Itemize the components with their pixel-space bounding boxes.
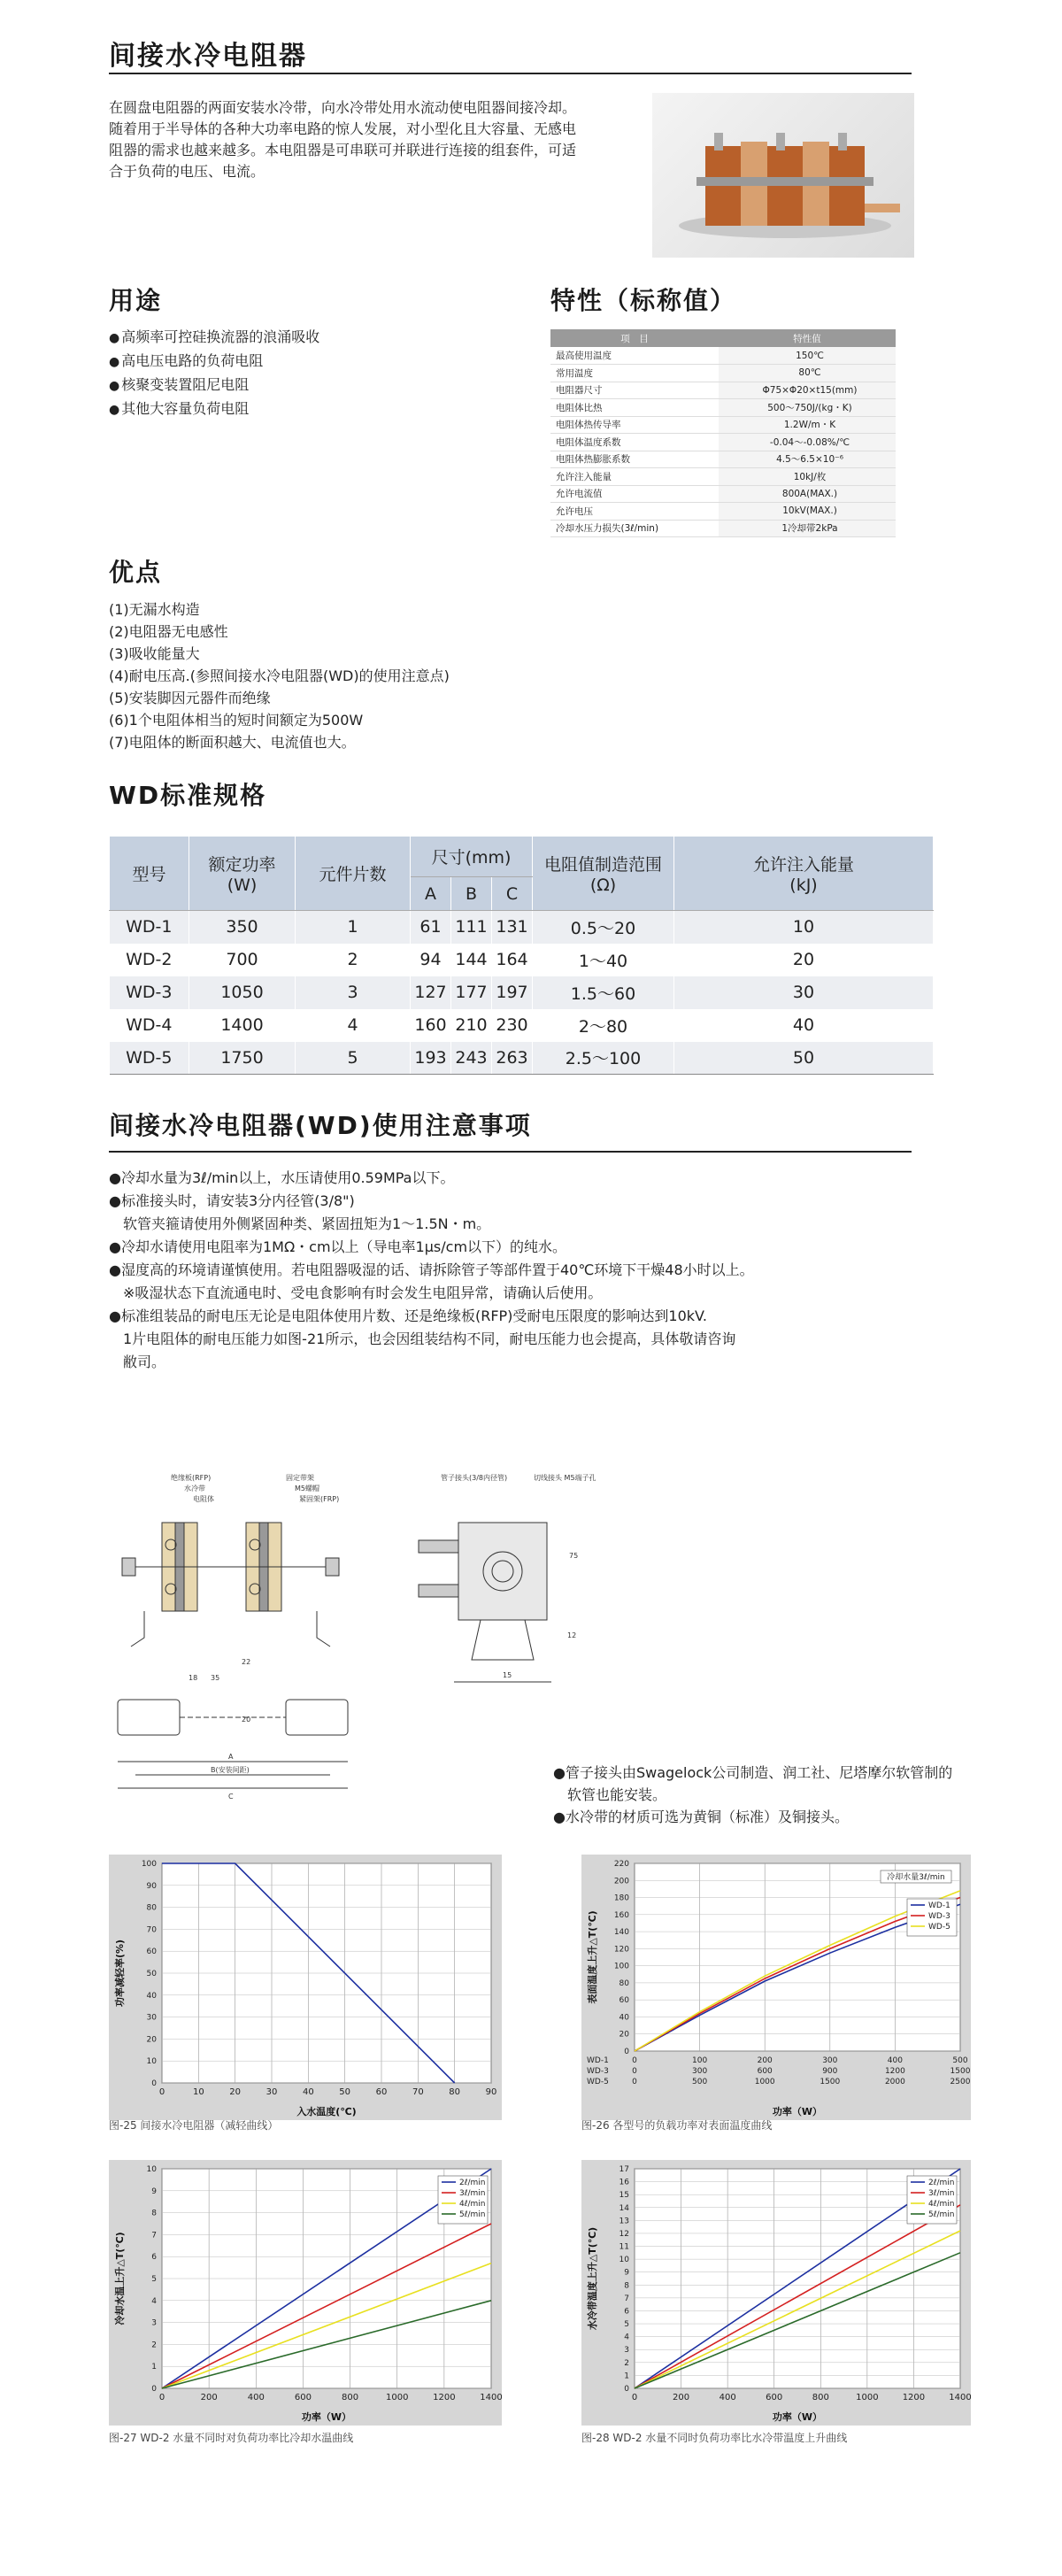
y-tick-label: 8 bbox=[624, 2281, 629, 2291]
intro-text bbox=[109, 97, 640, 182]
y-axis-label: 冷却水温上升△T(℃) bbox=[114, 2232, 126, 2325]
y-tick-label: 17 bbox=[619, 2165, 629, 2174]
intro-line: 随着用于半导体的各种大功率电路的惊人发展，对小型化且大容量、无感电 bbox=[109, 120, 577, 137]
y-tick-label: 70 bbox=[146, 1925, 157, 1935]
y-tick-label: 50 bbox=[146, 1970, 157, 1978]
x-axis-row-label: WD-1 bbox=[587, 2056, 609, 2065]
y-tick-label: 14 bbox=[619, 2203, 629, 2213]
advantages-heading: 优点 bbox=[109, 558, 163, 587]
y-tick-label: 2 bbox=[151, 2341, 157, 2350]
y-tick-label: 9 bbox=[624, 2268, 629, 2278]
x-tick-label: 200 bbox=[200, 2393, 218, 2402]
table-cell: 350 bbox=[189, 911, 296, 944]
table-cell: 10 bbox=[674, 911, 934, 944]
y-tick-label: 11 bbox=[619, 2242, 629, 2252]
drawing-notes bbox=[553, 1762, 952, 1828]
table-cell: WD-1 bbox=[110, 911, 189, 944]
note-line: 敝司。 bbox=[109, 1354, 166, 1370]
note-line: 1片电阻体的耐电压能力如图-21所示，也会因组装结构不同，耐电压能力也会提高，具体敬请咨询 bbox=[109, 1330, 736, 1347]
y-tick-label: 30 bbox=[146, 2013, 157, 2023]
svg-text:紧固架(FRP): 紧固架(FRP) bbox=[299, 1495, 340, 1503]
x-tick-label: 400 bbox=[247, 2393, 265, 2402]
table-cell: 131 bbox=[492, 911, 533, 944]
y-tick-label: 100 bbox=[613, 1962, 629, 1971]
y-tick-label: 40 bbox=[146, 1991, 157, 2001]
x-tick-label: 2500 bbox=[950, 2078, 971, 2086]
x-tick-label: 40 bbox=[302, 2087, 314, 2097]
legend-label: 2ℓ/min bbox=[928, 2179, 955, 2187]
x-tick-label: 300 bbox=[692, 2067, 708, 2076]
props-heading: 特性（标称值） bbox=[550, 286, 737, 315]
note-line: ●水冷带的材质可选为黄铜（标准）及铜接头。 bbox=[553, 1809, 849, 1825]
x-tick-label: 200 bbox=[673, 2393, 690, 2402]
table-row bbox=[550, 468, 896, 486]
table-cell: 1400 bbox=[189, 1009, 296, 1042]
props-item: 电阻体温度系数 bbox=[550, 434, 719, 451]
y-tick-label: 0 bbox=[624, 2048, 629, 2056]
notes-heading: 间接水冷电阻器(WD)使用注意事项 bbox=[109, 1111, 532, 1140]
props-item: 允许电压 bbox=[550, 503, 719, 521]
note-line: ●标准接头时，请安装3分内径管(3/8") bbox=[109, 1192, 355, 1209]
list-item: (4)耐电压高.(参照间接水冷电阻器(WD)的使用注意点) bbox=[109, 667, 450, 684]
intro-line: 在圆盘电阻器的两面安装水冷带，向水冷带处用水流动使电阻器间接冷却。 bbox=[109, 99, 577, 116]
y-tick-label: 1 bbox=[624, 2372, 629, 2381]
x-tick-label: 10 bbox=[192, 2087, 204, 2097]
product-photo bbox=[652, 93, 914, 258]
x-tick-label: 100 bbox=[692, 2056, 708, 2065]
table-cell: 0.5～20 bbox=[533, 911, 674, 944]
list-item: ● 高频率可控硅换流器的浪涌吸收 bbox=[109, 326, 319, 350]
y-tick-label: 9 bbox=[151, 2187, 157, 2196]
legend-label: 2ℓ/min bbox=[459, 2179, 486, 2187]
y-tick-label: 0 bbox=[151, 2385, 157, 2394]
y-tick-label: 15 bbox=[619, 2191, 629, 2201]
y-tick-label: 120 bbox=[613, 1945, 629, 1955]
y-tick-label: 100 bbox=[141, 1860, 157, 1869]
y-tick-label: 90 bbox=[146, 1881, 157, 1891]
spec-h-a: A bbox=[411, 877, 451, 911]
props-value: Φ75×Φ20×t15(mm) bbox=[719, 382, 896, 399]
table-cell: 144 bbox=[451, 944, 492, 976]
legend-label: WD-3 bbox=[928, 1912, 950, 1921]
y-axis-label: 水冷带温度上升△T(℃) bbox=[587, 2226, 598, 2331]
x-tick-label: 0 bbox=[631, 2393, 638, 2402]
chart-26-caption: 图-26 各型号的负载功率对表面温度曲线 bbox=[581, 2119, 773, 2132]
table-cell: 3 bbox=[296, 976, 411, 1009]
y-tick-label: 80 bbox=[146, 1903, 157, 1913]
y-tick-label: 200 bbox=[613, 1877, 629, 1886]
spec-h-b: B bbox=[451, 877, 492, 911]
y-tick-label: 180 bbox=[613, 1893, 629, 1903]
legend-label: WD-5 bbox=[928, 1923, 950, 1932]
legend-label: 5ℓ/min bbox=[459, 2210, 486, 2219]
legend-label: 4ℓ/min bbox=[459, 2200, 486, 2209]
spec-h-power: 额定功率 (W) bbox=[189, 837, 296, 911]
list-item: ● 其他大容量负荷电阻 bbox=[109, 397, 319, 421]
y-tick-label: 5 bbox=[151, 2275, 157, 2284]
x-tick-label: 1400 bbox=[949, 2393, 971, 2402]
props-value: 1.2W/m・K bbox=[719, 416, 896, 434]
list-item: (7)电阻体的断面积越大、电流值也大。 bbox=[109, 734, 356, 751]
table-row bbox=[110, 1042, 934, 1075]
notes-list bbox=[109, 1167, 754, 1374]
table-cell: 61 bbox=[411, 911, 451, 944]
x-axis-row-label: WD-5 bbox=[587, 2078, 609, 2086]
note-line: ●冷却水请使用电阻率为1MΩ・cm以上（导电率1μs/cm以下）的纯水。 bbox=[109, 1238, 567, 1255]
table-row bbox=[110, 976, 934, 1009]
x-tick-label: 70 bbox=[412, 2087, 424, 2097]
spec-h-range: 电阻值制造范围 (Ω) bbox=[533, 837, 674, 911]
table-row bbox=[110, 1009, 934, 1042]
chart-27-caption: 图-27 WD-2 水量不同时对负荷功率比冷却水温曲线 bbox=[109, 2432, 354, 2444]
props-item: 电阻体比热 bbox=[550, 399, 719, 417]
x-tick-label: 1500 bbox=[950, 2067, 971, 2076]
table-row bbox=[550, 382, 896, 399]
props-value: 4.5～6.5×10⁻⁶ bbox=[719, 451, 896, 468]
props-value: 800A(MAX.) bbox=[719, 485, 896, 503]
x-tick-label: 200 bbox=[757, 2056, 773, 2065]
table-cell: 197 bbox=[492, 976, 533, 1009]
svg-text:绝缘板(RFP): 绝缘板(RFP) bbox=[171, 1474, 212, 1482]
notes-rule bbox=[109, 1151, 912, 1153]
y-tick-label: 220 bbox=[613, 1860, 629, 1869]
props-item: 常用温度 bbox=[550, 365, 719, 382]
table-cell: 210 bbox=[451, 1009, 492, 1042]
table-cell: 177 bbox=[451, 976, 492, 1009]
table-cell: WD-4 bbox=[110, 1009, 189, 1042]
note-line: ●湿度高的环境请谨慎使用。若电阻器吸湿的话、请拆除管子等部件置于40℃环境下干燥48小时以上。 bbox=[109, 1261, 754, 1278]
list-item: (6)1个电阻体相当的短时间额定为500W bbox=[109, 712, 364, 729]
table-cell: 164 bbox=[492, 944, 533, 976]
svg-text:电阻体: 电阻体 bbox=[193, 1495, 214, 1503]
table-cell: 700 bbox=[189, 944, 296, 976]
chart-annotation: 冷却水量3ℓ/min bbox=[887, 1873, 945, 1882]
props-value: 10kJ/枚 bbox=[719, 468, 896, 486]
legend-label: WD-1 bbox=[928, 1901, 950, 1910]
spec-h-pieces: 元件片数 bbox=[296, 837, 411, 911]
chart-27 bbox=[109, 2160, 502, 2429]
y-tick-label: 10 bbox=[619, 2256, 629, 2265]
props-item: 最高使用温度 bbox=[550, 347, 719, 365]
y-tick-label: 60 bbox=[146, 1947, 157, 1957]
page-title: 间接水冷电阻器 bbox=[109, 41, 307, 72]
y-tick-label: 20 bbox=[146, 2035, 157, 2045]
table-row bbox=[550, 503, 896, 521]
y-tick-label: 80 bbox=[619, 1978, 629, 1988]
y-tick-label: 60 bbox=[619, 1996, 629, 2006]
table-row bbox=[550, 520, 896, 537]
x-axis-label: 功率（W） bbox=[772, 2106, 823, 2117]
note-line: ●管子接头由Swagelock公司制造、润工社、尼塔摩尔软管制的 bbox=[553, 1764, 953, 1781]
table-cell: 5 bbox=[296, 1042, 411, 1075]
y-tick-label: 6 bbox=[624, 2307, 629, 2317]
note-line: ●冷却水量为3ℓ/min以上，水压请使用0.59MPa以下。 bbox=[109, 1169, 455, 1186]
x-tick-label: 500 bbox=[952, 2056, 968, 2065]
x-tick-label: 800 bbox=[342, 2393, 359, 2402]
y-tick-label: 13 bbox=[619, 2217, 629, 2226]
x-tick-label: 600 bbox=[757, 2067, 773, 2076]
y-tick-label: 12 bbox=[619, 2229, 629, 2239]
table-row bbox=[550, 347, 896, 365]
props-value: 80℃ bbox=[719, 365, 896, 382]
y-tick-label: 7 bbox=[624, 2294, 629, 2303]
props-table bbox=[550, 329, 896, 537]
svg-text:固定带架: 固定带架 bbox=[286, 1474, 314, 1482]
x-tick-label: 1500 bbox=[820, 2078, 841, 2086]
x-tick-label: 80 bbox=[449, 2087, 461, 2097]
y-axis-label: 功率减轻率(%) bbox=[114, 1939, 126, 2008]
props-col-item: 项 目 bbox=[550, 329, 719, 347]
x-axis-label: 功率（W） bbox=[301, 2411, 352, 2423]
table-cell: 94 bbox=[411, 944, 451, 976]
legend-label: 3ℓ/min bbox=[459, 2189, 486, 2198]
table-cell: 111 bbox=[451, 911, 492, 944]
svg-text:管子接头(3/8内径管): 管子接头(3/8内径管) bbox=[441, 1474, 508, 1482]
x-tick-label: 900 bbox=[822, 2067, 838, 2076]
props-value: 500～750J/(kg・K) bbox=[719, 399, 896, 417]
x-axis-label: 功率（W） bbox=[772, 2411, 823, 2423]
props-item: 冷却水压力损失(3ℓ/min) bbox=[550, 520, 719, 537]
svg-text:切线接头 M5端子孔: 切线接头 M5端子孔 bbox=[534, 1474, 596, 1482]
y-tick-label: 1 bbox=[151, 2363, 157, 2372]
props-value: 1冷却带2kPa bbox=[719, 520, 896, 537]
uses-heading: 用途 bbox=[109, 286, 163, 315]
chart-28-caption: 图-28 WD-2 水量不同时负荷功率比水冷带温度上升曲线 bbox=[581, 2432, 848, 2444]
x-tick-label: 300 bbox=[822, 2056, 838, 2065]
x-axis-row-label: WD-3 bbox=[587, 2067, 609, 2076]
spec-h-energy: 允许注入能量 (kJ) bbox=[674, 837, 934, 911]
y-tick-label: 5 bbox=[624, 2320, 629, 2330]
y-tick-label: 40 bbox=[619, 2013, 629, 2023]
list-item: (3)吸收能量大 bbox=[109, 645, 200, 662]
advantages-list bbox=[109, 598, 450, 753]
table-row bbox=[110, 911, 934, 944]
x-tick-label: 2000 bbox=[884, 2078, 905, 2086]
list-item: ● 高电压电路的负荷电阻 bbox=[109, 350, 319, 374]
x-tick-label: 50 bbox=[339, 2087, 351, 2097]
y-tick-label: 8 bbox=[151, 2209, 157, 2218]
chart-26 bbox=[581, 1855, 971, 2124]
table-cell: WD-3 bbox=[110, 976, 189, 1009]
y-tick-label: 3 bbox=[624, 2346, 629, 2356]
note-line: 软管也能安装。 bbox=[553, 1786, 667, 1803]
y-tick-label: 0 bbox=[151, 2079, 157, 2088]
table-cell: 2.5～100 bbox=[533, 1042, 674, 1075]
table-cell: 263 bbox=[492, 1042, 533, 1075]
y-tick-label: 10 bbox=[146, 2165, 157, 2174]
table-row bbox=[550, 365, 896, 382]
props-col-value: 特性值 bbox=[719, 329, 896, 347]
table-row bbox=[550, 451, 896, 468]
table-cell: 127 bbox=[411, 976, 451, 1009]
table-cell: 30 bbox=[674, 976, 934, 1009]
table-cell: 1 bbox=[296, 911, 411, 944]
table-row bbox=[550, 434, 896, 451]
props-item: 电阻体热传导率 bbox=[550, 416, 719, 434]
spec-table bbox=[109, 836, 934, 1075]
svg-text:C: C bbox=[228, 1793, 234, 1801]
svg-text:18: 18 bbox=[189, 1674, 198, 1682]
table-row bbox=[550, 399, 896, 417]
props-value: 10kV(MAX.) bbox=[719, 503, 896, 521]
x-tick-label: 0 bbox=[632, 2067, 637, 2076]
spec-h-c: C bbox=[492, 877, 533, 911]
list-item: (2)电阻器无电感性 bbox=[109, 623, 228, 640]
x-tick-label: 400 bbox=[719, 2393, 736, 2402]
y-tick-label: 140 bbox=[613, 1928, 629, 1938]
x-tick-label: 400 bbox=[887, 2056, 903, 2065]
x-tick-label: 1200 bbox=[433, 2393, 456, 2402]
props-item: 允许电流值 bbox=[550, 485, 719, 503]
spec-heading: WD标准规格 bbox=[109, 781, 267, 810]
props-value: -0.04～-0.08%/℃ bbox=[719, 434, 896, 451]
x-tick-label: 1000 bbox=[754, 2078, 775, 2086]
table-cell: WD-2 bbox=[110, 944, 189, 976]
note-line: 软管夹箍请使用外侧紧固种类、紧固扭矩为1～1.5N・m。 bbox=[109, 1215, 491, 1232]
intro-line: 合于负荷的电压、电流。 bbox=[109, 163, 266, 180]
intro-line: 阻器的需求也越来越多。本电阻器是可串联可并联进行连接的组套件，可适 bbox=[109, 142, 577, 158]
y-tick-label: 7 bbox=[151, 2231, 157, 2241]
chart-25 bbox=[109, 1855, 502, 2124]
x-tick-label: 0 bbox=[632, 2078, 637, 2086]
uses-list bbox=[109, 326, 319, 421]
svg-text:M5螺帽: M5螺帽 bbox=[295, 1485, 319, 1492]
chart-28 bbox=[581, 2160, 971, 2429]
table-cell: 40 bbox=[674, 1009, 934, 1042]
y-tick-label: 3 bbox=[151, 2318, 157, 2328]
x-tick-label: 0 bbox=[632, 2056, 637, 2065]
table-cell: 230 bbox=[492, 1009, 533, 1042]
chart-25-caption: 图-25 间接水冷电阻器（减轻曲线） bbox=[109, 2119, 279, 2132]
list-item: (1)无漏水构造 bbox=[109, 601, 200, 618]
dimension-drawing bbox=[109, 1469, 622, 1824]
svg-text:12: 12 bbox=[567, 1631, 577, 1639]
table-cell: WD-5 bbox=[110, 1042, 189, 1075]
note-line: ●标准组装品的耐电压无论是电阻体使用片数、还是绝缘板(RFP)受耐电压限度的影响达到10kV. bbox=[109, 1307, 708, 1324]
x-tick-label: 90 bbox=[485, 2087, 497, 2097]
spec-h-model: 型号 bbox=[110, 837, 189, 911]
y-tick-label: 4 bbox=[624, 2333, 629, 2342]
table-row bbox=[110, 944, 934, 976]
title-rule bbox=[109, 73, 912, 74]
x-tick-label: 30 bbox=[266, 2087, 278, 2097]
x-axis-label: 入水温度(℃) bbox=[296, 2106, 357, 2117]
table-cell: 1050 bbox=[189, 976, 296, 1009]
y-tick-label: 20 bbox=[619, 2030, 629, 2040]
x-tick-label: 500 bbox=[692, 2078, 708, 2086]
table-cell: 1750 bbox=[189, 1042, 296, 1075]
props-value: 150℃ bbox=[719, 347, 896, 365]
x-tick-label: 0 bbox=[158, 2087, 165, 2097]
svg-text:水冷带: 水冷带 bbox=[184, 1485, 205, 1492]
table-cell: 4 bbox=[296, 1009, 411, 1042]
legend-label: 3ℓ/min bbox=[928, 2189, 955, 2198]
svg-text:15: 15 bbox=[503, 1671, 512, 1679]
table-row bbox=[550, 416, 896, 434]
svg-text:B(安装间距): B(安装间距) bbox=[211, 1766, 250, 1774]
legend-label: 4ℓ/min bbox=[928, 2200, 955, 2209]
x-tick-label: 1200 bbox=[902, 2393, 926, 2402]
y-tick-label: 16 bbox=[619, 2178, 629, 2187]
table-cell: 20 bbox=[674, 944, 934, 976]
y-tick-label: 2 bbox=[624, 2358, 629, 2368]
list-item: ● 核聚变装置阻尼电阻 bbox=[109, 374, 319, 397]
table-cell: 193 bbox=[411, 1042, 451, 1075]
list-item: (5)安装脚因元器件而绝缘 bbox=[109, 690, 271, 706]
table-cell: 243 bbox=[451, 1042, 492, 1075]
spec-h-size: 尺寸(mm) bbox=[411, 837, 533, 877]
x-tick-label: 600 bbox=[294, 2393, 312, 2402]
props-item: 电阻器尺寸 bbox=[550, 382, 719, 399]
x-tick-label: 600 bbox=[766, 2393, 783, 2402]
x-tick-label: 0 bbox=[158, 2393, 165, 2402]
props-item: 电阻体热膨胀系数 bbox=[550, 451, 719, 468]
y-axis-label: 表面温度上升△T(℃) bbox=[587, 1910, 598, 2004]
y-tick-label: 160 bbox=[613, 1910, 629, 1920]
x-tick-label: 60 bbox=[375, 2087, 388, 2097]
svg-text:20: 20 bbox=[242, 1716, 251, 1724]
svg-text:A: A bbox=[228, 1753, 234, 1761]
x-tick-label: 800 bbox=[812, 2393, 829, 2402]
table-cell: 1～40 bbox=[533, 944, 674, 976]
x-tick-label: 1400 bbox=[480, 2393, 502, 2402]
legend-label: 5ℓ/min bbox=[928, 2210, 955, 2219]
table-cell: 160 bbox=[411, 1009, 451, 1042]
y-tick-label: 10 bbox=[146, 2057, 157, 2067]
table-cell: 50 bbox=[674, 1042, 934, 1075]
table-row bbox=[550, 485, 896, 503]
table-cell: 2～80 bbox=[533, 1009, 674, 1042]
x-tick-label: 1000 bbox=[856, 2393, 879, 2402]
y-tick-label: 0 bbox=[624, 2385, 629, 2394]
table-cell: 2 bbox=[296, 944, 411, 976]
y-tick-label: 6 bbox=[151, 2253, 157, 2263]
svg-text:22: 22 bbox=[242, 1658, 251, 1666]
x-tick-label: 1000 bbox=[385, 2393, 409, 2402]
y-tick-label: 4 bbox=[151, 2296, 157, 2306]
note-line: ※吸湿状态下直流通电时、受电食影响有时会发生电阻异常，请确认后使用。 bbox=[109, 1284, 603, 1301]
svg-text:75: 75 bbox=[569, 1552, 579, 1560]
x-tick-label: 1200 bbox=[884, 2067, 905, 2076]
props-item: 允许注入能量 bbox=[550, 468, 719, 486]
table-cell: 1.5～60 bbox=[533, 976, 674, 1009]
x-tick-label: 20 bbox=[229, 2087, 242, 2097]
svg-text:35: 35 bbox=[211, 1674, 220, 1682]
